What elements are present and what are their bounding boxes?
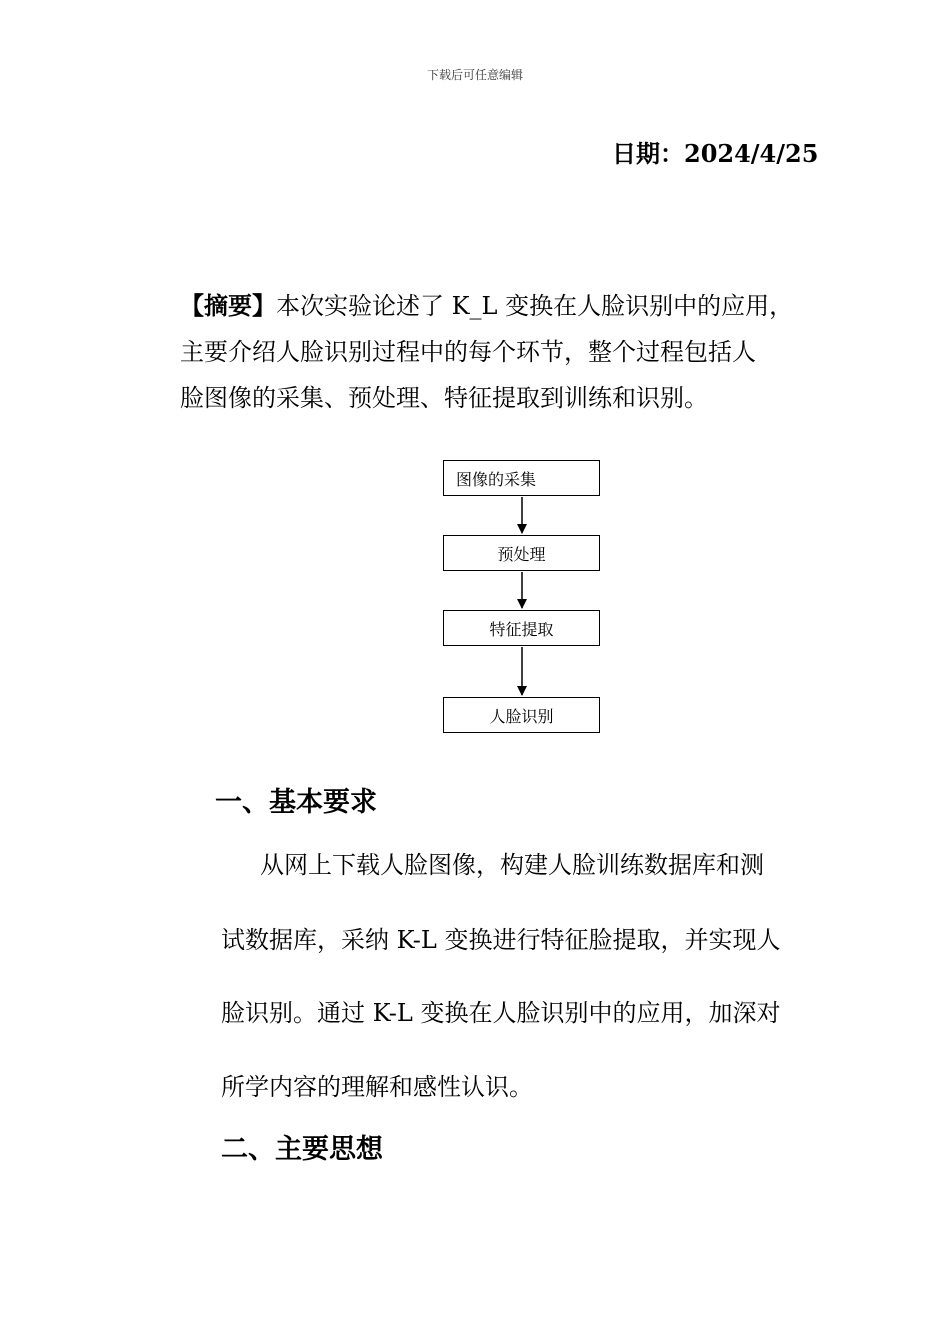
section-1-line-4: 所学内容的理解和感性认识。	[221, 1073, 533, 1101]
abstract-line-1	[180, 283, 810, 329]
abstract-label: 【摘要】	[180, 291, 276, 320]
section-1-line-1: 从网上下载人脸图像，构建人脸训练数据库和测	[260, 851, 764, 879]
page-header-note: 下载后可任意编辑	[426, 68, 523, 82]
date-line: 日期：2024/4/25	[612, 139, 819, 168]
flow-step-image-capture: 图像的采集	[443, 460, 600, 496]
section-heading-basic-requirements: 一、基本要求	[215, 787, 377, 818]
section-1-line-2: 试数据库，采纳 K-L 变换进行特征脸提取，并实现人	[221, 926, 781, 954]
abstract-line-3: 脸图像的采集、预处理、特征提取到训练和识别。	[180, 384, 708, 412]
section-heading-main-idea: 二、主要思想	[221, 1134, 383, 1165]
abstract-line-2: 主要介绍人脸识别过程中的每个环节，整个过程包括人	[180, 338, 756, 366]
section-1-line-3: 脸识别。通过 K-L 变换在人脸识别中的应用，加深对	[221, 999, 781, 1027]
abstract-block	[180, 283, 810, 421]
flow-step-preprocessing: 预处理	[443, 535, 600, 571]
flow-step-face-recognition: 人脸识别	[443, 697, 600, 733]
abstract-text-1: 本次实验论述了 K_L 变换在人脸识别中的应用，	[276, 292, 794, 320]
flow-step-feature-extraction: 特征提取	[443, 610, 600, 646]
